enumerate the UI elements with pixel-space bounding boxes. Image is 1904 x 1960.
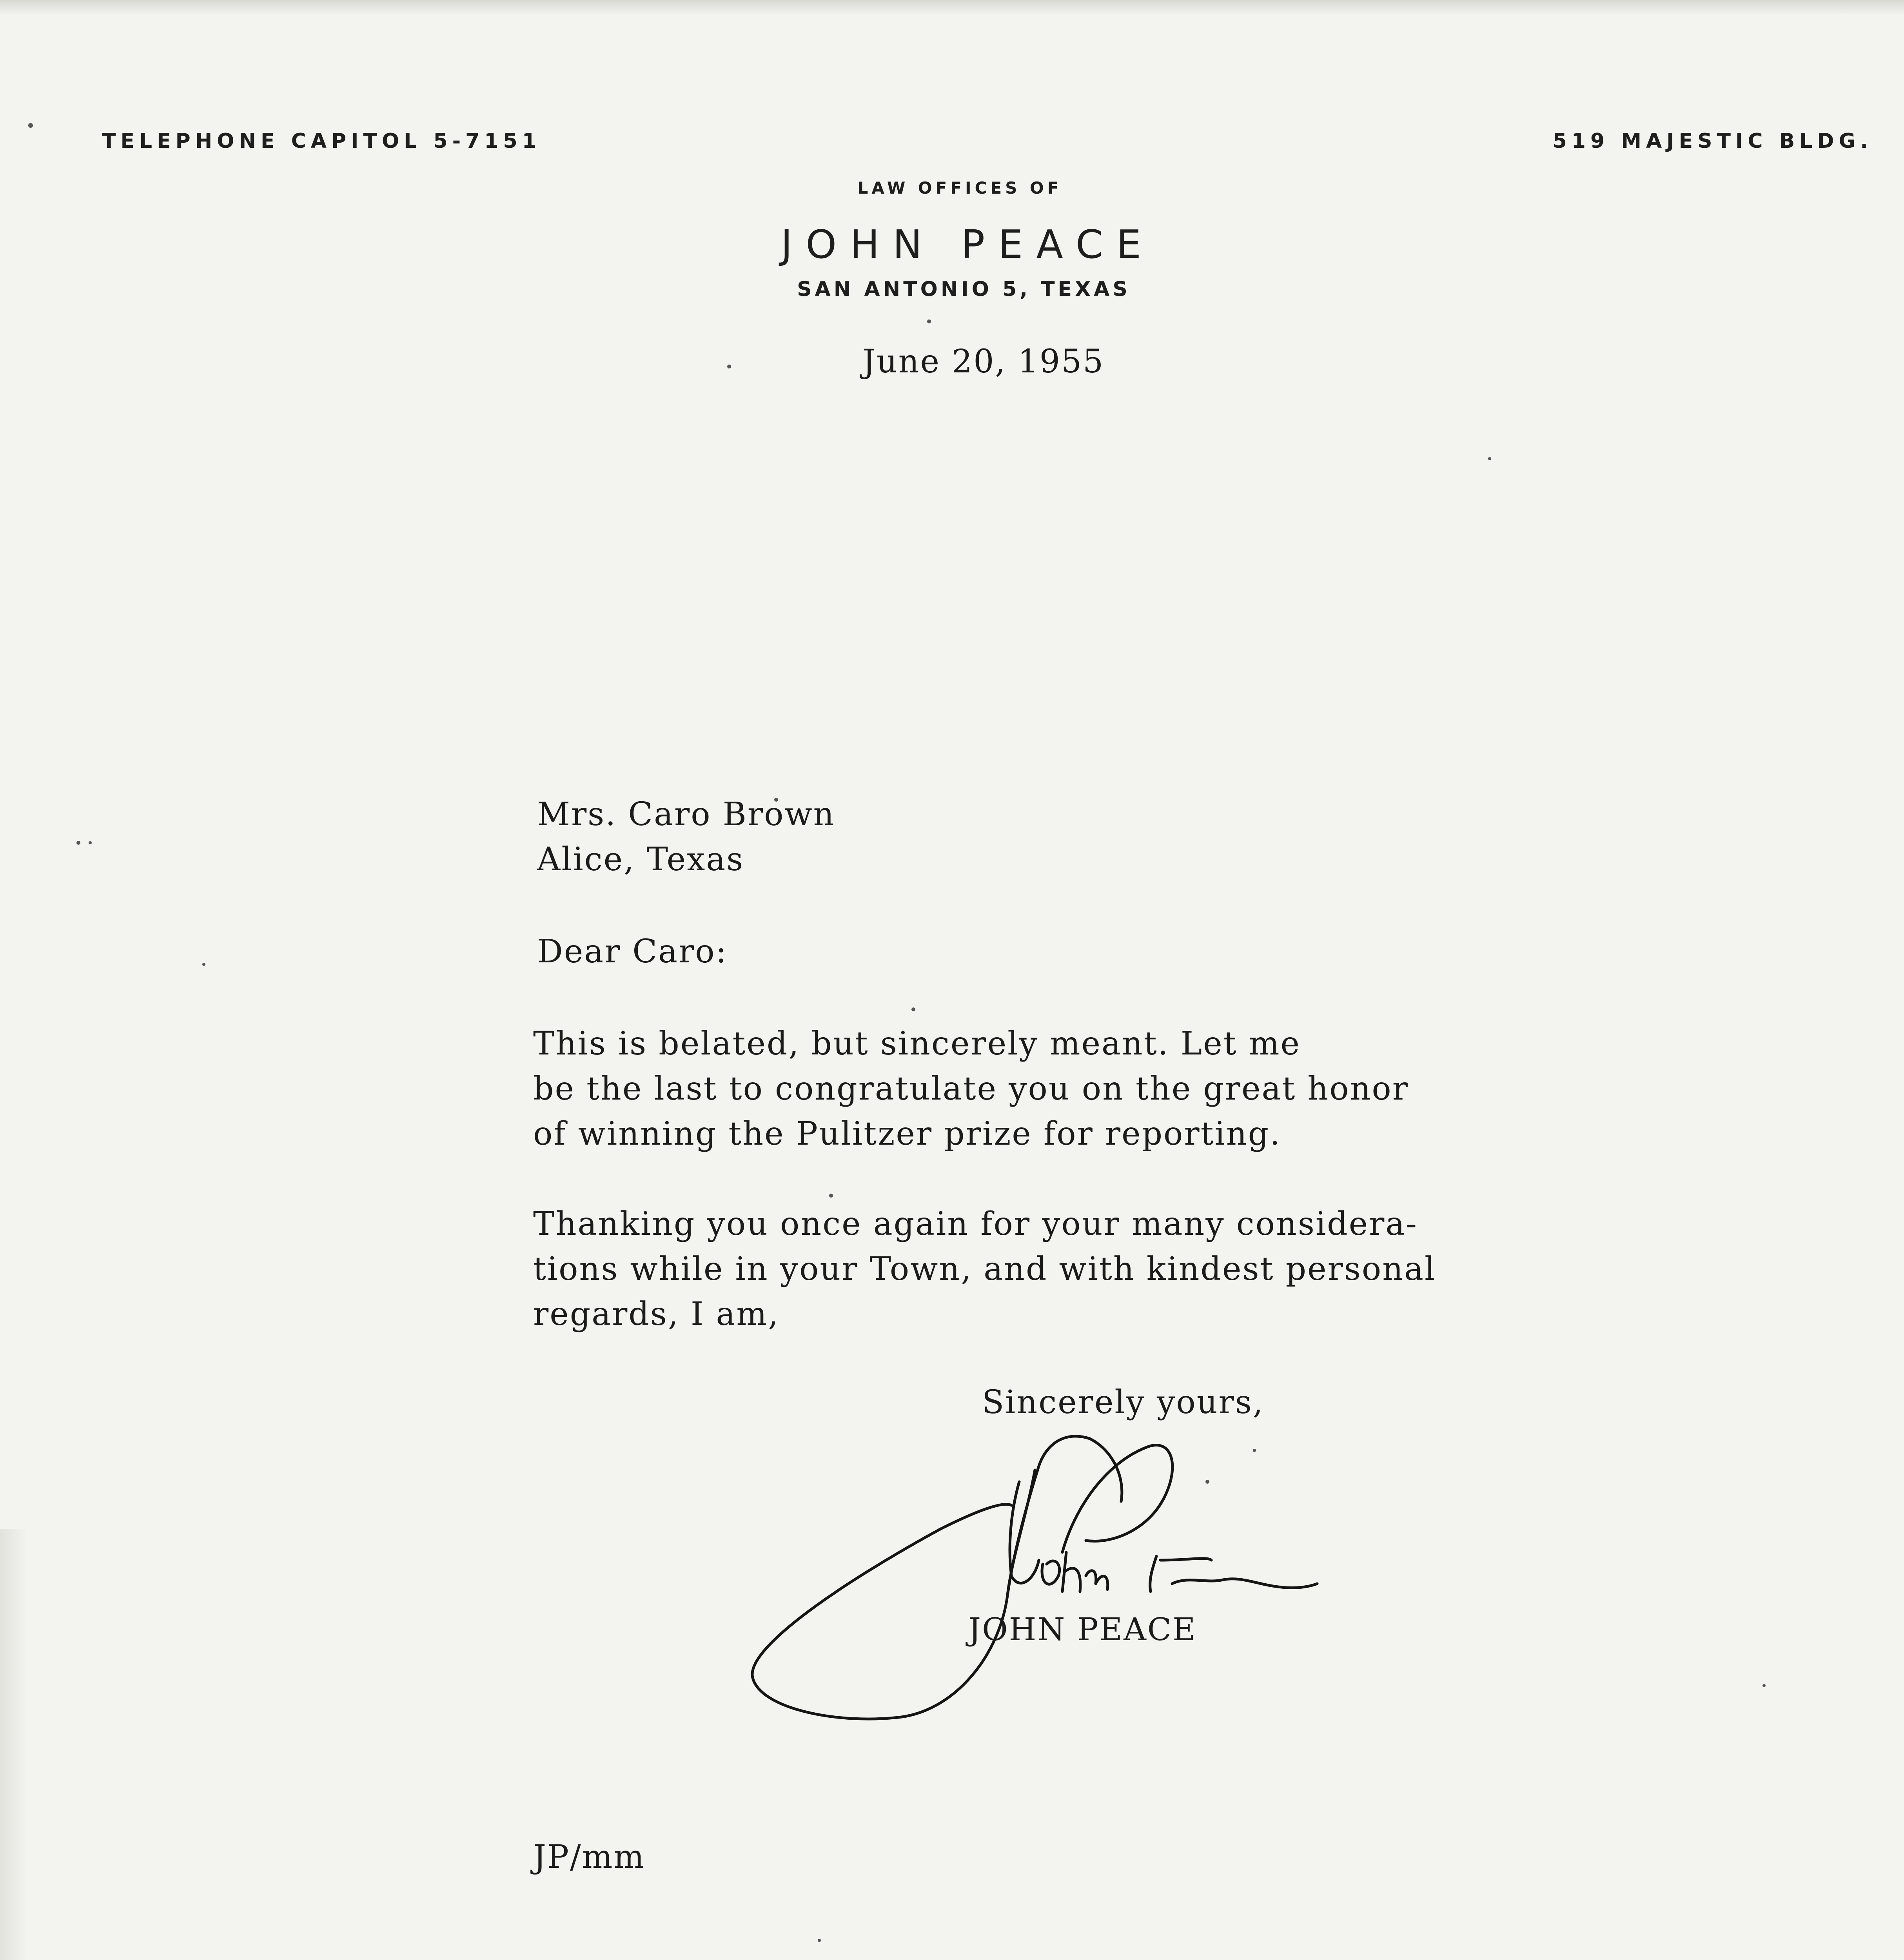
body-line: tions while in your Town, and with kindest personal [533,1250,1436,1288]
body-line: This is belated, but sincerely meant. Let me [533,1025,1301,1062]
closing: Sincerely yours, [982,1384,1264,1421]
body-line: Thanking you once again for your many considera- [533,1205,1418,1243]
letter-date: June 20, 1955 [862,343,1105,380]
body-line: regards, I am, [533,1296,780,1333]
salutation: Dear Caro: [537,933,728,970]
letterhead-address: 519 MAJESTIC BLDG. [1552,129,1873,153]
recipient-location: Alice, Texas [537,841,744,878]
handwritten-signature [737,1411,1325,1744]
letterhead-city: SAN ANTONIO 5, TEXAS [797,278,1131,301]
typed-signature-name: JOHN PEACE [968,1611,1197,1648]
body-line: be the last to congratulate you on the great honor [533,1070,1409,1107]
letterhead-name: JOHN PEACE [780,221,1155,267]
body-line: of winning the Pulitzer prize for reporting. [533,1115,1281,1152]
letterhead-telephone: TELEPHONE CAPITOL 5-7151 [102,129,541,153]
letterhead-law-offices: LAW OFFICES OF [857,178,1062,198]
recipient-name: Mrs. Caro Brown [537,796,835,833]
reference-initials: JP/mm [533,1838,646,1876]
